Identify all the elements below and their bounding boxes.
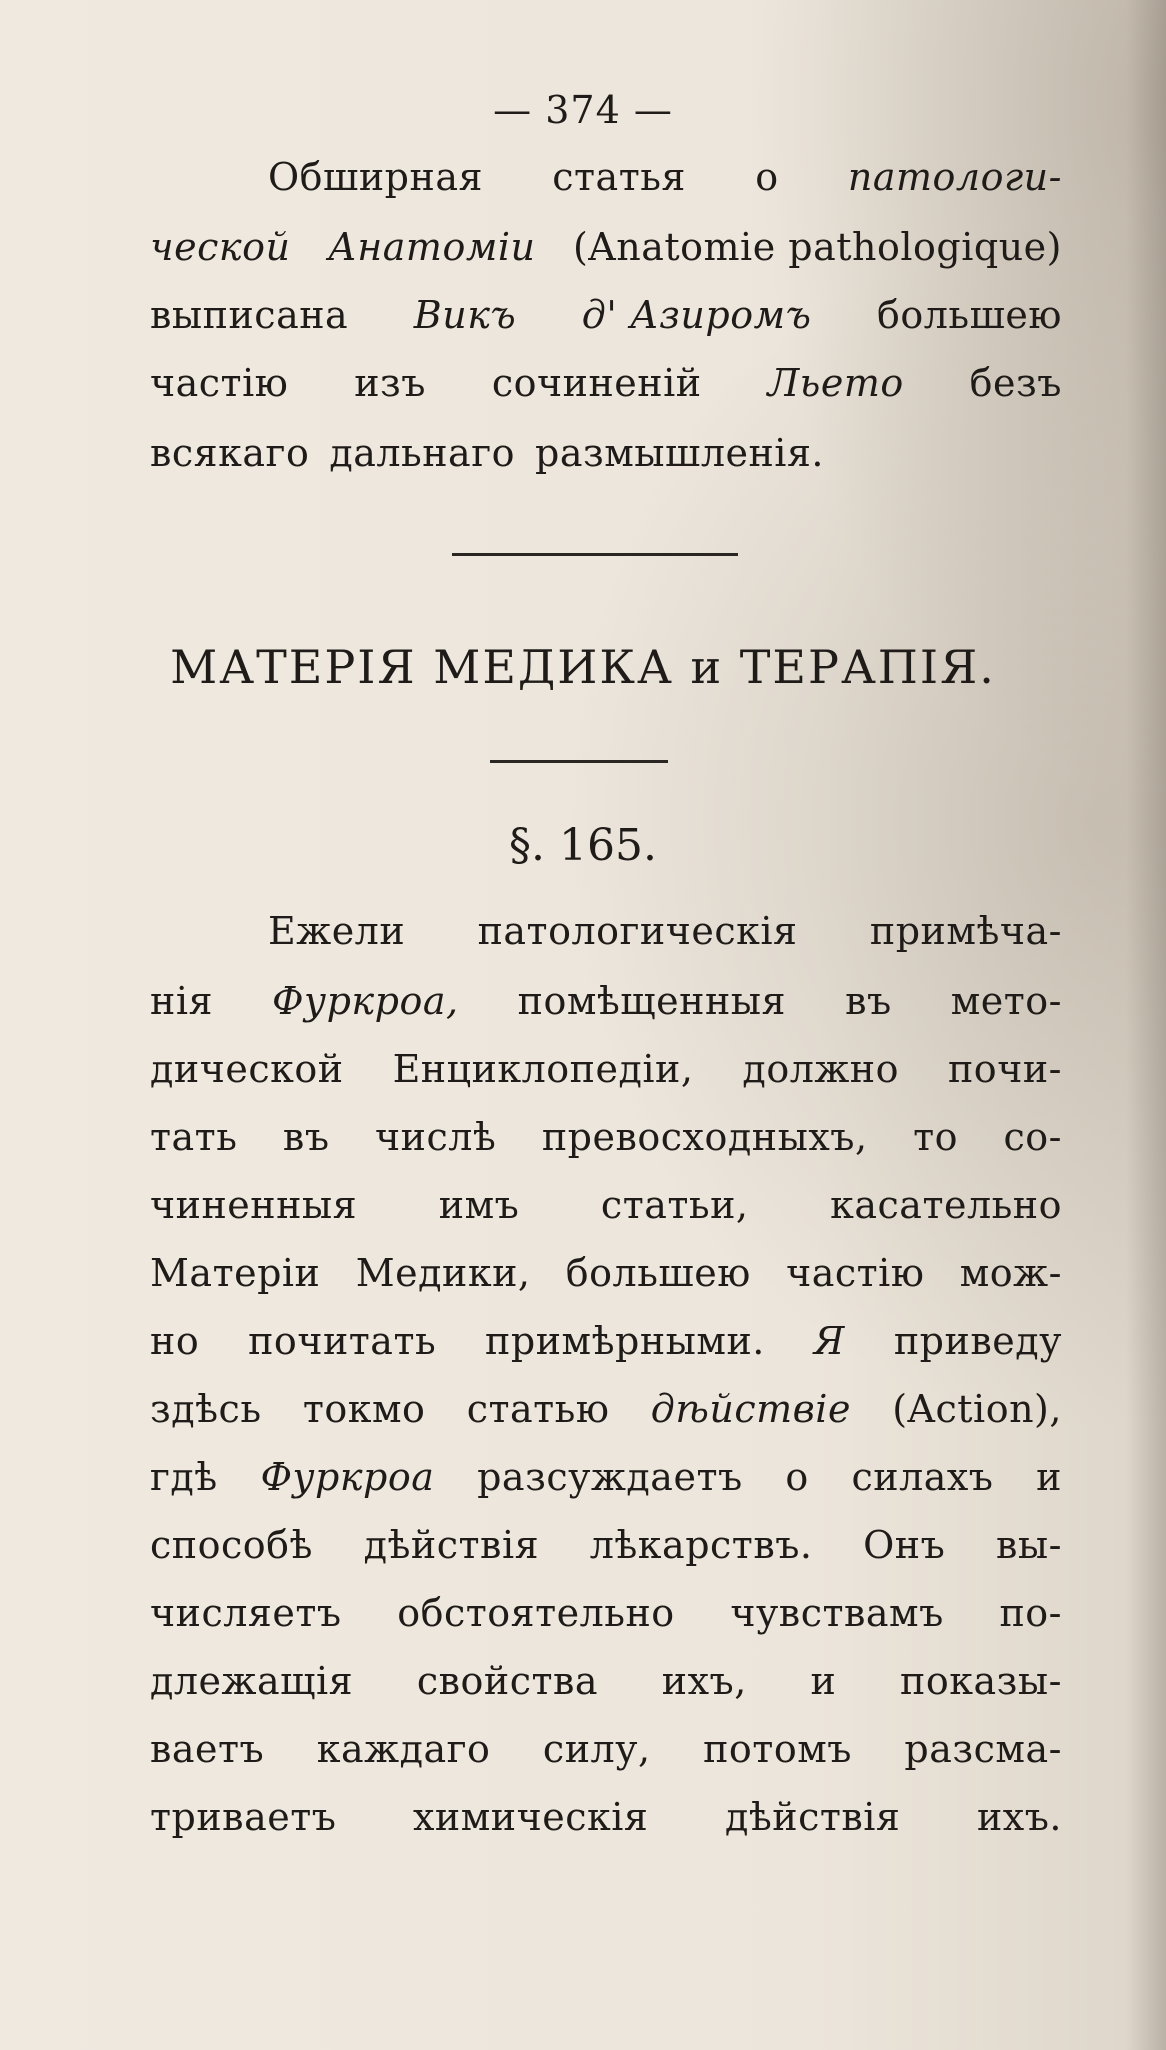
- text-line: [150, 1183, 1062, 1227]
- word: Обширная: [268, 155, 483, 199]
- word: Льето: [767, 361, 904, 405]
- word: частію: [150, 361, 289, 405]
- word: дѣйствія: [724, 1795, 901, 1839]
- word: патологическія: [477, 909, 798, 953]
- text-line: [150, 1115, 1062, 1159]
- divider-rule: [452, 553, 738, 556]
- word: токмо: [302, 1387, 426, 1431]
- text-line: [150, 1795, 1062, 1839]
- word: числяетъ: [150, 1591, 342, 1635]
- word: примѣрными.: [485, 1319, 765, 1363]
- text-line: [150, 1251, 1062, 1295]
- word: большею: [877, 293, 1062, 337]
- word: способѣ: [150, 1523, 313, 1567]
- word: Онъ: [863, 1523, 946, 1567]
- word: (Anatomie pathologique): [572, 225, 1062, 269]
- text-line: [150, 225, 1062, 269]
- text-line: [150, 293, 1062, 337]
- word: большею: [565, 1251, 751, 1295]
- word: ваетъ: [150, 1727, 265, 1771]
- word: Я: [813, 1319, 845, 1363]
- word: Викъ: [413, 293, 517, 337]
- word: обстоятельно: [397, 1591, 675, 1635]
- word: въ: [282, 1115, 330, 1159]
- word: выписана: [150, 293, 349, 337]
- word: со-: [1003, 1115, 1062, 1159]
- word: касательно: [830, 1183, 1062, 1227]
- word: здѣсь: [150, 1387, 262, 1431]
- word: ихъ,: [661, 1659, 747, 1703]
- word: сочиненій: [491, 361, 702, 405]
- word: помѣщенныя: [517, 979, 786, 1023]
- word: и: [1036, 1455, 1062, 1499]
- section-number: §. 165.: [509, 820, 657, 871]
- word: приведу: [893, 1319, 1062, 1363]
- word: примѣча-: [869, 909, 1062, 953]
- word: Фуркроа: [260, 1455, 435, 1499]
- word: Анатоміи: [327, 225, 536, 269]
- word: химическія: [412, 1795, 649, 1839]
- word: чувствамъ: [730, 1591, 944, 1635]
- word: Фуркроа,: [272, 979, 459, 1023]
- word: ихъ.: [976, 1795, 1062, 1839]
- word: безъ: [969, 361, 1062, 405]
- word: въ: [845, 979, 892, 1023]
- word: разсуждаетъ: [477, 1455, 743, 1499]
- word: почитать: [248, 1319, 437, 1363]
- text-line: [268, 909, 1062, 953]
- page-edge-shadow: [1126, 0, 1166, 2050]
- word: длежащія: [150, 1659, 354, 1703]
- word: вы-: [995, 1523, 1062, 1567]
- text-line: [150, 1455, 1062, 1499]
- word: имъ: [438, 1183, 520, 1227]
- word: о: [755, 155, 779, 199]
- text-line: [150, 1319, 1062, 1363]
- word: (Action),: [892, 1387, 1062, 1431]
- word: изъ: [354, 361, 426, 405]
- word: почи-: [947, 1047, 1062, 1091]
- text-line: [150, 431, 1062, 475]
- text-line: [150, 1523, 1062, 1567]
- word: всякаго: [150, 431, 310, 475]
- text-line: [150, 1659, 1062, 1703]
- word: разсма-: [904, 1727, 1062, 1771]
- word: размышленія.: [535, 431, 824, 475]
- word: и: [810, 1659, 837, 1703]
- text-line: [150, 361, 1062, 405]
- word: триваетъ: [150, 1795, 337, 1839]
- word: ческой: [150, 225, 291, 269]
- text-line: [150, 979, 1062, 1023]
- word: нія: [150, 979, 213, 1023]
- page-number: — 374 —: [493, 88, 673, 132]
- word: Матеріи: [150, 1251, 321, 1295]
- word: но: [150, 1319, 200, 1363]
- text-line: [150, 1047, 1062, 1091]
- word: силахъ: [851, 1455, 994, 1499]
- word: то: [913, 1115, 958, 1159]
- word: статья: [552, 155, 686, 199]
- word: мож-: [959, 1251, 1062, 1295]
- word: статью: [466, 1387, 610, 1431]
- section-heading: МАТЕРІЯ МЕДИКА и ТЕРАПІЯ.: [170, 640, 996, 694]
- word: Медики,: [355, 1251, 531, 1295]
- word: Енциклопедіи,: [392, 1047, 694, 1091]
- word: каждаго: [316, 1727, 491, 1771]
- word: патологи-: [847, 155, 1062, 199]
- word: дической: [150, 1047, 344, 1091]
- divider-rule: [490, 760, 668, 763]
- word: мето-: [950, 979, 1062, 1023]
- word: д' Азиромъ: [581, 293, 812, 337]
- word: частію: [786, 1251, 925, 1295]
- word: о: [785, 1455, 809, 1499]
- word: показы-: [900, 1659, 1062, 1703]
- text-line: [150, 1727, 1062, 1771]
- word: гдѣ: [150, 1455, 218, 1499]
- word: дѣйствіе: [650, 1387, 851, 1431]
- word: статьи,: [600, 1183, 749, 1227]
- word: дѣйствія: [363, 1523, 540, 1567]
- word: свойства: [416, 1659, 599, 1703]
- word: дальнаго: [329, 431, 515, 475]
- text-line: [150, 1591, 1062, 1635]
- word: Ежели: [268, 909, 406, 953]
- word: лѣкарствъ.: [589, 1523, 813, 1567]
- text-line: [268, 155, 1062, 199]
- text-line: [150, 1387, 1062, 1431]
- word: чиненныя: [150, 1183, 358, 1227]
- word: числѣ: [375, 1115, 497, 1159]
- word: потомъ: [703, 1727, 852, 1771]
- word: по-: [999, 1591, 1062, 1635]
- word: должно: [742, 1047, 899, 1091]
- word: тать: [150, 1115, 238, 1159]
- word: превосходныхъ,: [541, 1115, 868, 1159]
- word: силу,: [542, 1727, 651, 1771]
